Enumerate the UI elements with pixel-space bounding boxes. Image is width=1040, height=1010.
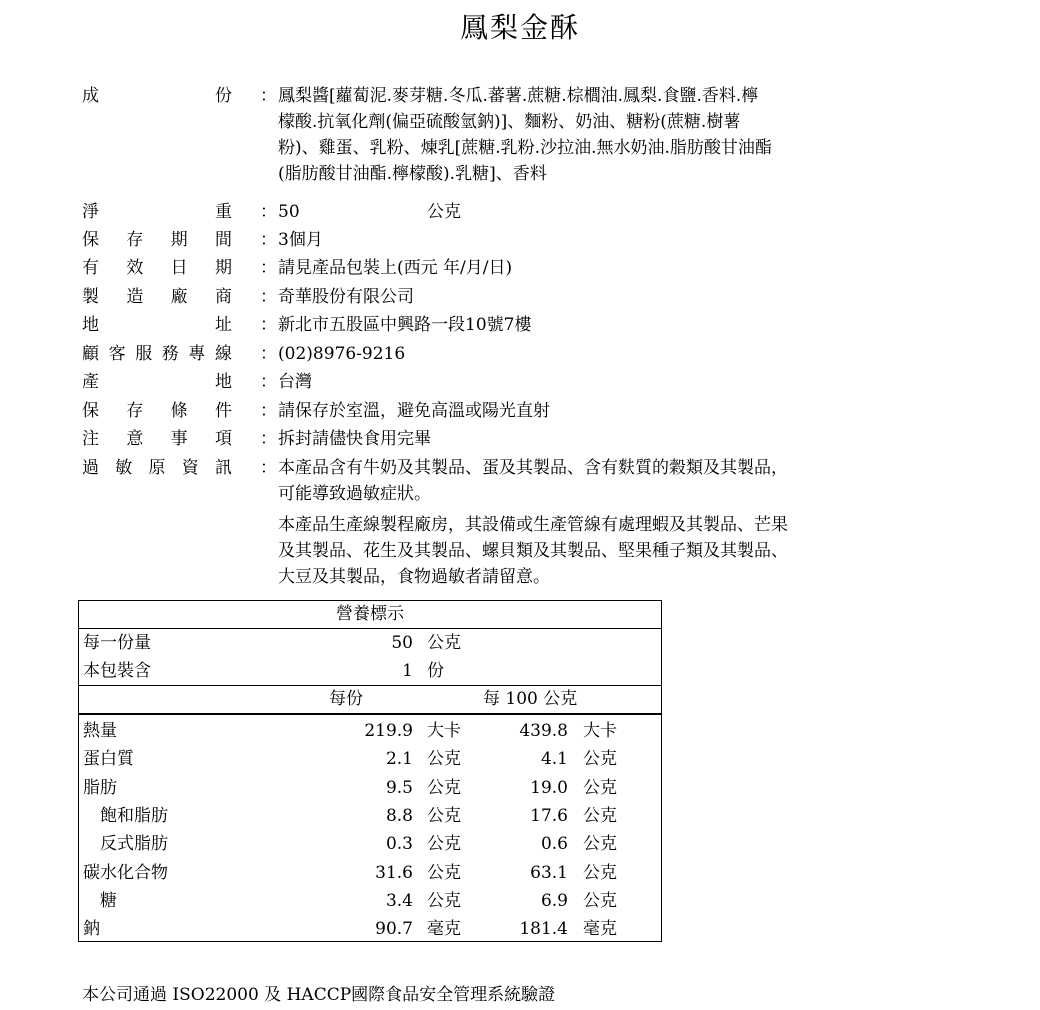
col-header-per-100g: 每 100 公克 [483, 689, 578, 709]
nutrient-value-per-100g: 0.6 [540, 834, 568, 855]
serving-value: 50 [391, 633, 413, 653]
nutrient-unit-per-serving: 公克 [427, 862, 461, 883]
field-value-line: 鳳梨醬[蘿蔔泥.麥芽糖.冬瓜.蕃薯.蔗糖.棕櫚油.鳳梨.食鹽.香料.檸 [278, 86, 759, 106]
nutrient-name: 鈉 [83, 919, 100, 940]
field-value-line: 可能導致過敏症狀。 [278, 484, 431, 504]
nutrient-name: 碳水化合物 [83, 862, 168, 883]
nutrient-unit-per-serving: 公克 [427, 805, 461, 826]
field-value: 請保存於室溫，避免高溫或陽光直射 [278, 401, 550, 421]
nutrient-value-per-serving: 2.1 [385, 749, 413, 770]
nutrient-name: 蛋白質 [83, 749, 134, 770]
field-label: 有效日期 [82, 258, 232, 278]
certification-footer: 本公司通過 ISO22000 及 HACCP國際食品安全管理系統驗證 [82, 985, 556, 1005]
nutrient-value-per-serving: 3.4 [385, 890, 413, 911]
nutrition-title: 營養標示 [336, 604, 404, 624]
serving-label: 每一份量 [83, 633, 151, 653]
field-label: 淨重 [82, 202, 232, 222]
nutrient-value-per-serving: 8.8 [385, 805, 413, 826]
field-label: 注意事項 [82, 429, 232, 449]
nutrient-unit-per-100g: 公克 [583, 890, 617, 911]
nutrient-unit-per-100g: 公克 [583, 777, 617, 798]
nutrient-unit-per-serving: 公克 [427, 834, 461, 855]
divider [79, 713, 661, 715]
field-label: 保存期間 [82, 230, 232, 250]
field-value-line: (脂肪酸甘油酯.檸檬酸).乳糖]、香料 [278, 164, 547, 184]
colon: ： [260, 429, 277, 449]
colon: ： [260, 372, 277, 392]
field-label: 產地 [82, 372, 232, 392]
nutrition-table [78, 600, 662, 942]
field-value-line: 本產品含有牛奶及其製品、蛋及其製品、含有麩質的穀類及其製品， [278, 458, 788, 478]
nutrient-value-per-serving: 90.7 [375, 919, 413, 940]
nutrient-name: 反式脂肪 [83, 834, 168, 855]
col-header-per-serving: 每份 [329, 689, 363, 709]
nutrient-value-per-serving: 9.5 [385, 777, 413, 798]
colon: ： [260, 344, 277, 364]
serving-unit: 公克 [427, 633, 461, 653]
field-value-line: 及其製品、花生及其製品、螺貝類及其製品、堅果種子類及其製品、 [278, 541, 788, 561]
colon: ： [260, 230, 277, 250]
nutrient-name: 糖 [83, 890, 117, 911]
field-label: 保存條件 [82, 401, 232, 421]
nutrient-unit-per-serving: 毫克 [427, 919, 461, 940]
nutrient-value-per-100g: 63.1 [530, 862, 568, 883]
field-value: 請見產品包裝上(西元 年/月/日) [278, 258, 513, 278]
field-value-line: 檬酸.抗氧化劑(偏亞硫酸氫鈉)]、麵粉、奶油、糖粉(蔗糖.樹薯 [278, 112, 741, 132]
pack-unit: 份 [427, 661, 444, 681]
nutrient-unit-per-serving: 公克 [427, 749, 461, 770]
nutrient-value-per-100g: 4.1 [540, 749, 568, 770]
divider [79, 628, 661, 629]
nutrient-value-per-100g: 181.4 [519, 919, 568, 940]
colon: ： [260, 258, 277, 278]
nutrient-value-per-serving: 31.6 [375, 862, 413, 883]
colon: ： [260, 86, 277, 106]
nutrient-name: 飽和脂肪 [83, 805, 168, 826]
field-value: 拆封請儘快食用完畢 [278, 429, 431, 449]
nutrient-value-per-100g: 439.8 [519, 721, 568, 741]
field-value: 台灣 [278, 372, 312, 392]
colon: ： [260, 315, 277, 335]
colon: ： [260, 458, 277, 478]
colon: ： [260, 202, 277, 222]
field-value: (02)8976-9216 [278, 344, 406, 364]
field-label: 過敏原資訊 [82, 458, 232, 478]
nutrient-unit-per-serving: 公克 [427, 890, 461, 911]
colon: ： [260, 401, 277, 421]
nutrient-value-per-serving: 0.3 [385, 834, 413, 855]
field-unit: 公克 [427, 202, 461, 222]
nutrient-unit-per-100g: 公克 [583, 749, 617, 770]
nutrient-value-per-serving: 219.9 [364, 721, 413, 741]
colon: ： [260, 287, 277, 307]
nutrient-unit-per-100g: 毫克 [583, 919, 617, 940]
field-label: 顧客服務專線 [82, 344, 232, 364]
nutrient-name: 脂肪 [83, 777, 117, 798]
nutrient-unit-per-100g: 公克 [583, 834, 617, 855]
field-value-line: 本產品生產線製程廠房，其設備或生產管線有處理蝦及其製品、芒果 [278, 515, 788, 535]
nutrient-value-per-100g: 6.9 [540, 890, 568, 911]
nutrient-unit-per-serving: 公克 [427, 777, 461, 798]
field-label: 製造廠商 [82, 287, 232, 307]
nutrient-name: 熱量 [83, 721, 117, 741]
field-value: 奇華股份有限公司 [278, 287, 414, 307]
pack-value: 1 [402, 661, 413, 681]
field-label: 地址 [82, 315, 232, 335]
nutrient-unit-per-100g: 公克 [583, 805, 617, 826]
field-label: 成份 [82, 86, 232, 106]
field-value: 新北市五股區中興路一段10號7樓 [278, 315, 532, 335]
field-value: 3個月 [278, 230, 323, 250]
product-title: 鳳梨金酥 [459, 11, 580, 44]
nutrient-unit-per-100g: 大卡 [583, 721, 617, 741]
field-value-line: 粉)、雞蛋、乳粉、煉乳[蔗糖.乳粉.沙拉油.無水奶油.脂肪酸甘油酯 [278, 138, 772, 158]
nutrient-value-per-100g: 19.0 [530, 777, 568, 798]
nutrient-unit-per-100g: 公克 [583, 862, 617, 883]
pack-label: 本包裝含 [83, 661, 151, 681]
field-value-line: 大豆及其製品，食物過敏者請留意。 [278, 567, 550, 587]
field-value: 50 [278, 202, 300, 222]
nutrient-unit-per-serving: 大卡 [427, 721, 461, 741]
nutrient-value-per-100g: 17.6 [530, 805, 568, 826]
